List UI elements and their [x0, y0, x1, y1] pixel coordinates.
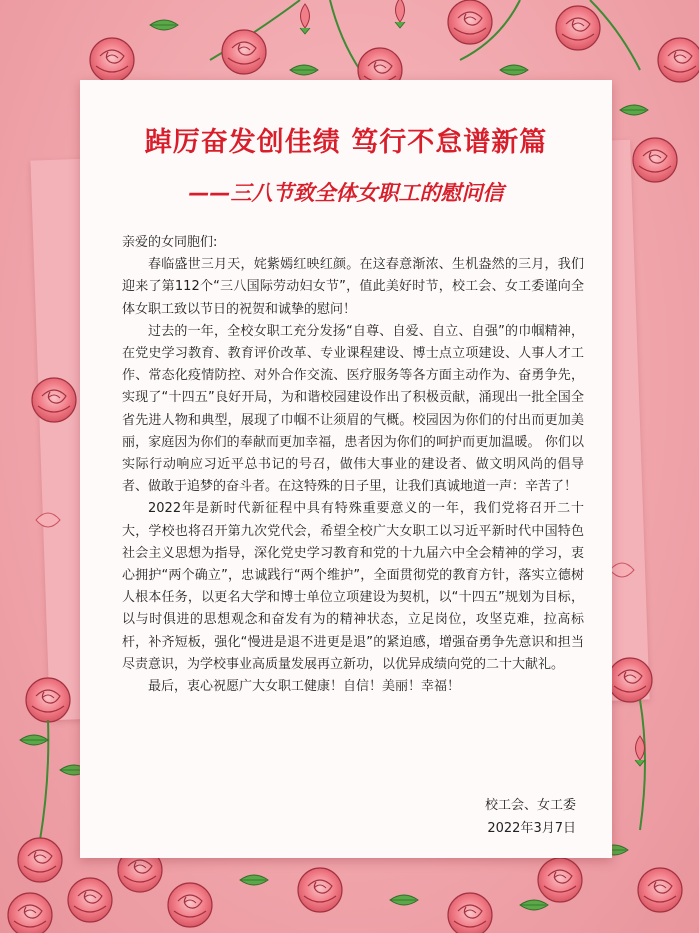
letter-paper	[80, 80, 612, 858]
letter-greeting: 亲爱的女同胞们:	[122, 235, 218, 250]
letter-paragraph: 2022年是新时代新征程中具有特殊重要意义的一年，我们党将召开二十大，学校也将召开第九次党代会，希望全校广大女职工以习近平新时代中国特色社会主义思想为指导，深化党史学习教育和党的十九届六中全会精神的学习，衷心拥护“两个确立”，忠诚践行“两个维护”，全面贯彻党的教育方针，落实立德树人根本任务，以更名大学和博士单位立项建设为契机，以“十四五”规划为目标，以与时俱进的思想观念和奋发有为的精神状态，立足岗位，攻坚克难，拉高标杆，补齐短板，强化“慢进是退不进更是退”的紧迫感，增强奋勇争先意识和担当尽责意识，为学校事业高质量发展再立新功，以优异成绩向党的二十大献礼。	[122, 501, 584, 672]
letter-title: 踔厉奋发创佳绩 笃行不怠谱新篇	[144, 127, 548, 158]
letter-body	[122, 232, 584, 698]
letter-paragraph: 春临盛世三月天，姹紫嫣红映红颜。在这春意渐浓、生机盎然的三月，我们迎来了第112个“三八国际劳动妇女节”，值此美好时节，校工会、女工委谨向全体女职工致以节日的祝贺和诚挚的慰问！	[122, 257, 584, 317]
letter-paragraph: 过去的一年，全校女职工充分发扬“自尊、自爱、自立、自强”的巾帼精神，在党史学习教育、教育评价改革、专业课程建设、博士点立项建设、人事人才工作、常态化疫情防控、对外合作交流、医疗服务等各方面主动作为、奋勇争先，实现了“十四五”良好开局，为和谐校园建设作出了积极贡献，涌现出一批全国全省先进人物和典型，展现了巾帼不让须眉的气概。校园因为你们的付出而更加美丽，家庭因为你们的奉献而更加幸福，患者因为你们的呵护而更加温暖。 你们以实际行动响应习近平总书记的号召，做伟大事业的建设者、做文明风尚的倡导者、做敢于追梦的奋斗者。在这特殊的日子里，让我们真诚地道一声：辛苦了！	[122, 323, 584, 495]
letter-paragraph: 最后，衷心祝愿广大女职工健康！自信！美丽！幸福！	[148, 679, 461, 695]
letter-date: 2022年3月7日	[487, 821, 576, 836]
letter-signature-block	[485, 794, 576, 840]
letter-signature: 校工会、女工委	[484, 798, 576, 813]
letter-subtitle: ——三八节致全体女职工的慰问信	[188, 181, 504, 205]
